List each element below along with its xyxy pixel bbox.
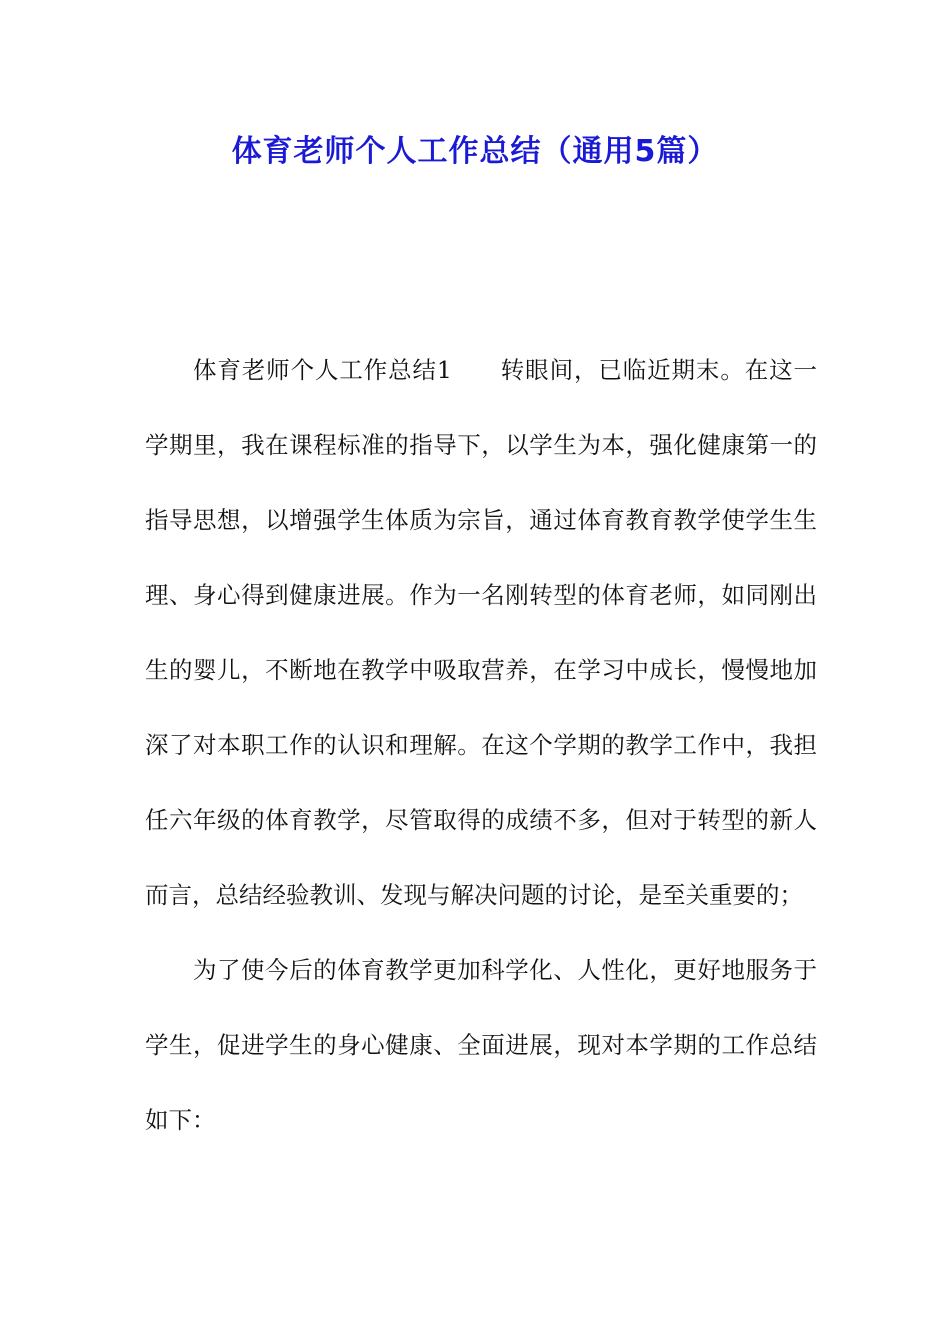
paragraph-1-text: 转眼间，已临近期末。在这一学期里，我在课程标准的指导下，以学生为本，强化健康第一的指导思想，以增强学生体质为宗旨，通过体育教育教学使学生生理、身心得到健康进展。作为一名刚转型的体育老师，如同刚出生的婴儿，不断地在教学中吸取营养，在学习中成长，慢慢地加深了对本职工作的认识和理解。在这个学期的教学工作中，我担任六年级的体育教学，尽管取得的成绩不多，但对于转型的新人而言，总结经验教训、发现与解决问题的讨论，是至关重要的； <box>145 356 818 909</box>
paragraph-2-text: 为了使今后的体育教学更加科学化、人性化，更好地服务于学生，促进学生的身心健康、全面进展，现对本学期的工作总结如下： <box>145 956 817 1134</box>
document-body <box>145 333 817 1158</box>
paragraph-1 <box>145 333 817 933</box>
paragraph-2 <box>145 933 817 1158</box>
section-heading: 体育老师个人工作总结1 <box>193 356 452 384</box>
document-title: 体育老师个人工作总结（通用5篇） <box>231 134 719 169</box>
